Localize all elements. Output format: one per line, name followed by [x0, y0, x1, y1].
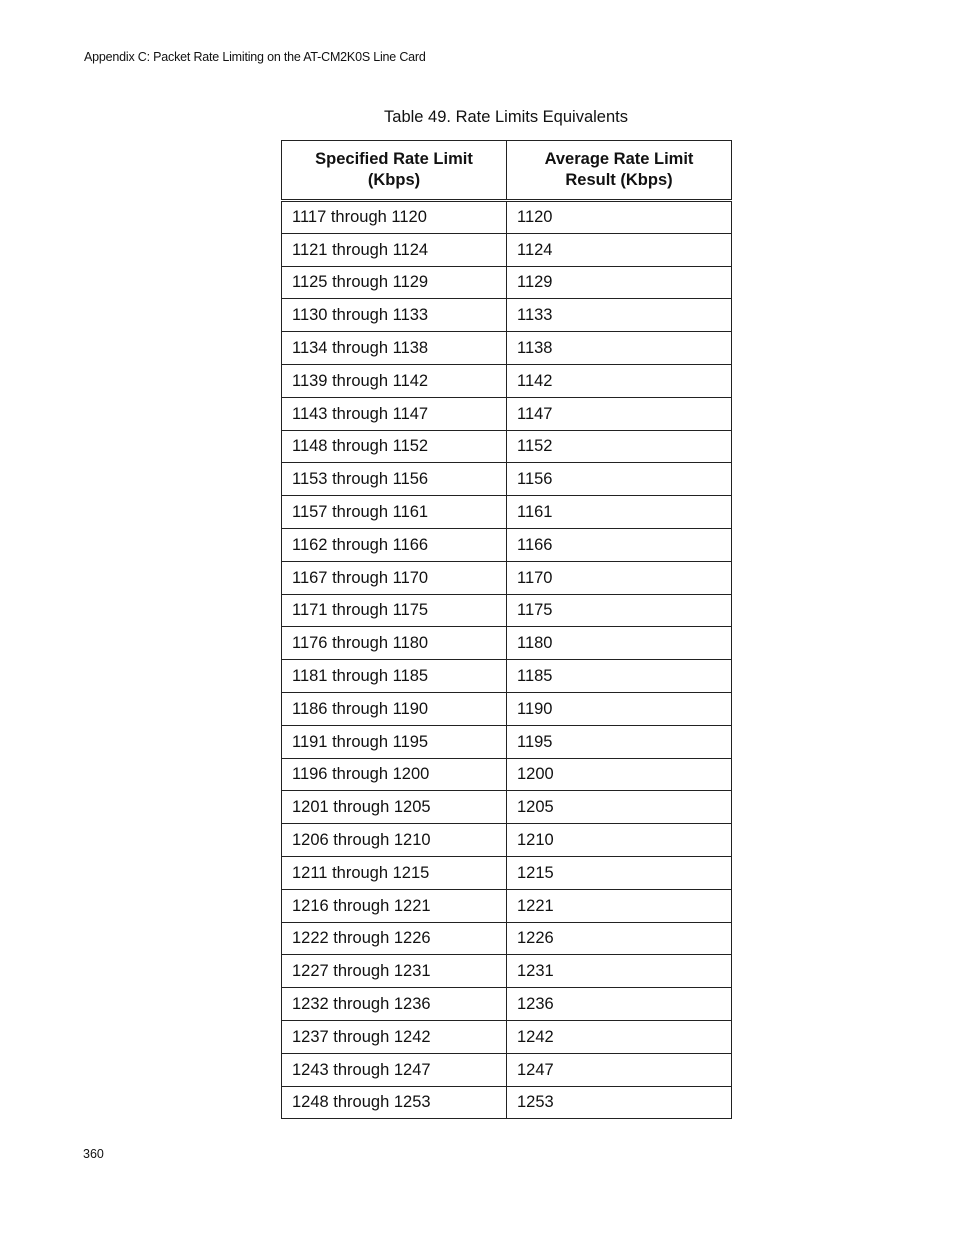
average-rate-cell: 1166: [507, 528, 732, 561]
specified-rate-cell: 1227 through 1231: [282, 955, 507, 988]
specified-rate-cell: 1171 through 1175: [282, 594, 507, 627]
table-row: [282, 824, 732, 857]
average-rate-cell: 1138: [507, 332, 732, 365]
average-rate-cell: 1152: [507, 430, 732, 463]
average-rate-cell: 1195: [507, 725, 732, 758]
average-rate-cell: 1190: [507, 692, 732, 725]
specified-rate-cell: 1167 through 1170: [282, 561, 507, 594]
table-row: [282, 561, 732, 594]
table-row: [282, 692, 732, 725]
table-row: [282, 856, 732, 889]
average-rate-cell: 1247: [507, 1053, 732, 1086]
specified-rate-cell: 1153 through 1156: [282, 463, 507, 496]
average-rate-cell: 1180: [507, 627, 732, 660]
table-row: [282, 299, 732, 332]
table-row: [282, 627, 732, 660]
table-row: [282, 430, 732, 463]
specified-rate-cell: 1248 through 1253: [282, 1086, 507, 1119]
table-row: [282, 594, 732, 627]
average-rate-cell: 1129: [507, 266, 732, 299]
table-row: [282, 332, 732, 365]
specified-rate-cell: 1176 through 1180: [282, 627, 507, 660]
table-row: [282, 725, 732, 758]
specified-rate-cell: 1125 through 1129: [282, 266, 507, 299]
average-rate-cell: 1210: [507, 824, 732, 857]
table-row: [282, 496, 732, 529]
average-rate-cell: 1226: [507, 922, 732, 955]
specified-rate-cell: 1232 through 1236: [282, 988, 507, 1021]
column-header-line: (Kbps): [367, 171, 421, 189]
specified-rate-cell: 1196 through 1200: [282, 758, 507, 791]
table-row: [282, 463, 732, 496]
specified-rate-cell: 1201 through 1205: [282, 791, 507, 824]
average-rate-cell: 1242: [507, 1020, 732, 1053]
column-header-specified-rate: [282, 141, 507, 201]
table-row: [282, 233, 732, 266]
column-header-average-rate: [507, 141, 732, 201]
average-rate-cell: 1170: [507, 561, 732, 594]
average-rate-cell: 1200: [507, 758, 732, 791]
specified-rate-cell: 1206 through 1210: [282, 824, 507, 857]
specified-rate-cell: 1237 through 1242: [282, 1020, 507, 1053]
table-row: [282, 1020, 732, 1053]
table-row: [282, 201, 732, 234]
specified-rate-cell: 1216 through 1221: [282, 889, 507, 922]
average-rate-cell: 1133: [507, 299, 732, 332]
table-caption: Table 49. Rate Limits Equivalents: [384, 108, 628, 126]
specified-rate-cell: 1211 through 1215: [282, 856, 507, 889]
table-row: [282, 988, 732, 1021]
column-header-line: Specified Rate Limit: [315, 150, 473, 168]
specified-rate-cell: 1121 through 1124: [282, 233, 507, 266]
table-row: [282, 1086, 732, 1119]
table-row: [282, 364, 732, 397]
average-rate-cell: 1231: [507, 955, 732, 988]
average-rate-cell: 1221: [507, 889, 732, 922]
specified-rate-cell: 1134 through 1138: [282, 332, 507, 365]
table-body: [282, 201, 732, 1119]
average-rate-cell: 1142: [507, 364, 732, 397]
average-rate-cell: 1120: [507, 201, 732, 234]
specified-rate-cell: 1222 through 1226: [282, 922, 507, 955]
column-header-line: Average Rate Limit: [544, 150, 694, 168]
average-rate-cell: 1215: [507, 856, 732, 889]
table-row: [282, 791, 732, 824]
specified-rate-cell: 1117 through 1120: [282, 201, 507, 234]
column-header-line: Result (Kbps): [565, 171, 673, 189]
specified-rate-cell: 1243 through 1247: [282, 1053, 507, 1086]
average-rate-cell: 1253: [507, 1086, 732, 1119]
specified-rate-cell: 1162 through 1166: [282, 528, 507, 561]
specified-rate-cell: 1191 through 1195: [282, 725, 507, 758]
average-rate-cell: 1156: [507, 463, 732, 496]
specified-rate-cell: 1148 through 1152: [282, 430, 507, 463]
page-number: 360: [83, 1147, 104, 1161]
table-row: [282, 955, 732, 988]
table-row: [282, 397, 732, 430]
specified-rate-cell: 1130 through 1133: [282, 299, 507, 332]
specified-rate-cell: 1143 through 1147: [282, 397, 507, 430]
average-rate-cell: 1236: [507, 988, 732, 1021]
average-rate-cell: 1205: [507, 791, 732, 824]
specified-rate-cell: 1186 through 1190: [282, 692, 507, 725]
rate-limits-table: [281, 140, 732, 1119]
table-row: [282, 528, 732, 561]
average-rate-cell: 1124: [507, 233, 732, 266]
average-rate-cell: 1161: [507, 496, 732, 529]
average-rate-cell: 1175: [507, 594, 732, 627]
table-row: [282, 266, 732, 299]
table-row: [282, 889, 732, 922]
running-header: Appendix C: Packet Rate Limiting on the AT-CM2K0S Line Card: [84, 50, 426, 64]
average-rate-cell: 1185: [507, 660, 732, 693]
table-row: [282, 758, 732, 791]
specified-rate-cell: 1157 through 1161: [282, 496, 507, 529]
table-row: [282, 922, 732, 955]
table-header-row: [282, 141, 732, 201]
table-row: [282, 1053, 732, 1086]
specified-rate-cell: 1181 through 1185: [282, 660, 507, 693]
specified-rate-cell: 1139 through 1142: [282, 364, 507, 397]
average-rate-cell: 1147: [507, 397, 732, 430]
table-row: [282, 660, 732, 693]
